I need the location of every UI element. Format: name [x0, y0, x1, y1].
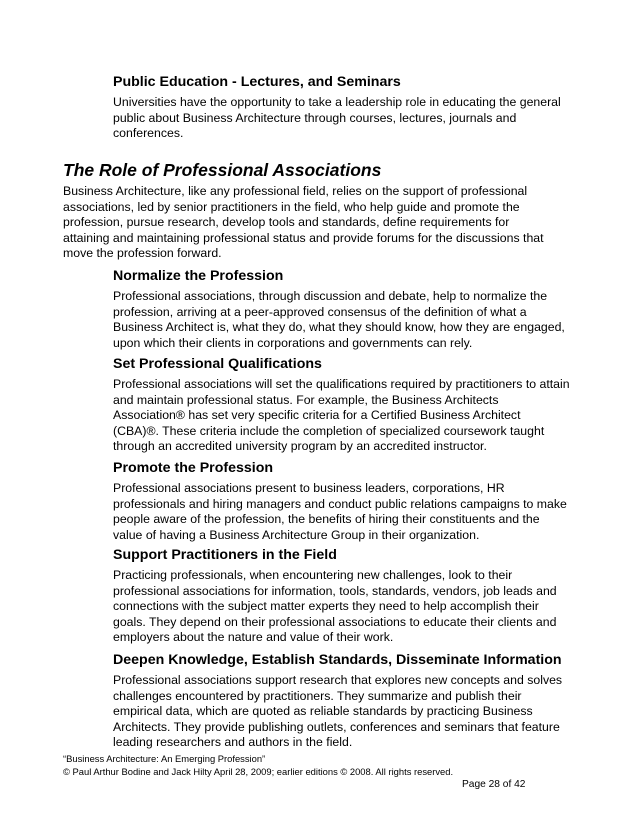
paragraph-line: empirical data, which are quoted as reliable standards by practicing Business	[113, 704, 533, 719]
item-paragraph-normalize	[113, 289, 565, 351]
paragraph-line: Professional associations will set the qualifications required by practitioners to attain	[113, 377, 570, 391]
paragraph-line: Universities have the opportunity to take a leadership role in educating the general	[113, 95, 561, 109]
item-heading-deepen-knowledge: Deepen Knowledge, Establish Standards, Disseminate Information	[113, 652, 562, 668]
section-title: The Role of Professional Associations	[63, 160, 382, 180]
paragraph-line: leading researchers and authors in the field.	[113, 735, 353, 750]
paragraph-line: Professional associations support research that explores new concepts and solves	[113, 673, 563, 687]
item-paragraph-qualifications	[113, 377, 570, 455]
item-heading-promote: Promote the Profession	[113, 460, 274, 476]
section-intro-paragraph	[63, 184, 544, 262]
footer-copyright: © Paul Arthur Bodine and Jack Hilty April 28, 2009; earlier editions © 2008. All rights reserved.	[63, 766, 454, 777]
paragraph-line: move the profession forward.	[63, 246, 222, 261]
paragraph-line: profession, arriving at a peer-approved consensus of the definition of what a	[113, 304, 527, 319]
paragraph-line: challenges encountered by practitioners. They summarize and publish their	[113, 688, 522, 703]
paragraph-line: value of having a Business Architecture Group in their organization.	[113, 527, 480, 542]
paragraph-line: Association® has set very specific criteria for a Certified Business Architect	[113, 408, 521, 423]
paragraph-line: Professional associations, through discussion and debate, help to normalize the	[113, 289, 548, 303]
paragraph-line: (CBA)®. These criteria include the completion of specialized coursework taught	[113, 423, 545, 438]
intro-item-paragraph	[113, 95, 561, 142]
paragraph-line: and maintain professional status. For example, the Business Architects	[113, 392, 499, 407]
item-paragraph-support	[113, 568, 557, 646]
item-paragraph-deepen-knowledge	[113, 673, 562, 751]
paragraph-line: Business Architect is, what they do, what they should know, how they are engaged,	[113, 320, 565, 335]
item-paragraph-promote	[113, 481, 567, 543]
paragraph-line: connections with the subject matter experts they need to help accomplish their	[113, 599, 539, 614]
intro-item-heading: Public Education - Lectures, and Seminars	[113, 74, 401, 90]
paragraph-line: employers about the nature and value of their work.	[113, 630, 394, 645]
paragraph-line: public about Business Architecture through courses, lectures, journals and	[113, 110, 517, 125]
item-heading-qualifications: Set Professional Qualifications	[113, 356, 322, 372]
footer-title: “Business Architecture: An Emerging Profession”	[63, 753, 266, 764]
paragraph-line: Business Architecture, like any professional field, relies on the support of professional	[63, 184, 528, 198]
paragraph-line: associations, led by senior practitioners in the field, who help guide and promote the	[63, 199, 520, 214]
page-number: Page 28 of 42	[462, 779, 526, 790]
paragraph-line: conferences.	[113, 126, 184, 141]
paragraph-line: professionals and hiring managers and conduct public relations campaigns to make	[113, 496, 567, 511]
paragraph-line: Practicing professionals, when encountering new challenges, look to their	[113, 568, 513, 582]
paragraph-line: profession, pursue research, develop tools and standards, define requirements for	[63, 215, 510, 230]
item-heading-normalize: Normalize the Profession	[113, 268, 284, 284]
paragraph-line: professional associations for information, tools, standards, vendors, job leads and	[113, 583, 557, 598]
paragraph-line: goals. They depend on their professional associations to educate their clients and	[113, 614, 557, 629]
paragraph-line: attaining and maintaining professional status and provide forums for the discussions that	[63, 230, 544, 245]
item-heading-support: Support Practitioners in the Field	[113, 547, 337, 563]
paragraph-line: through an accredited university program by an accredited instructor.	[113, 439, 487, 454]
paragraph-line: people aware of the profession, the benefits of hiring their constituents and the	[113, 512, 540, 527]
paragraph-line: upon which their clients in corporations and governments can rely.	[113, 335, 473, 350]
paragraph-line: Architects. They provide publishing outlets, conferences and seminars that feature	[113, 719, 560, 734]
paragraph-line: Professional associations present to business leaders, corporations, HR	[113, 481, 505, 495]
